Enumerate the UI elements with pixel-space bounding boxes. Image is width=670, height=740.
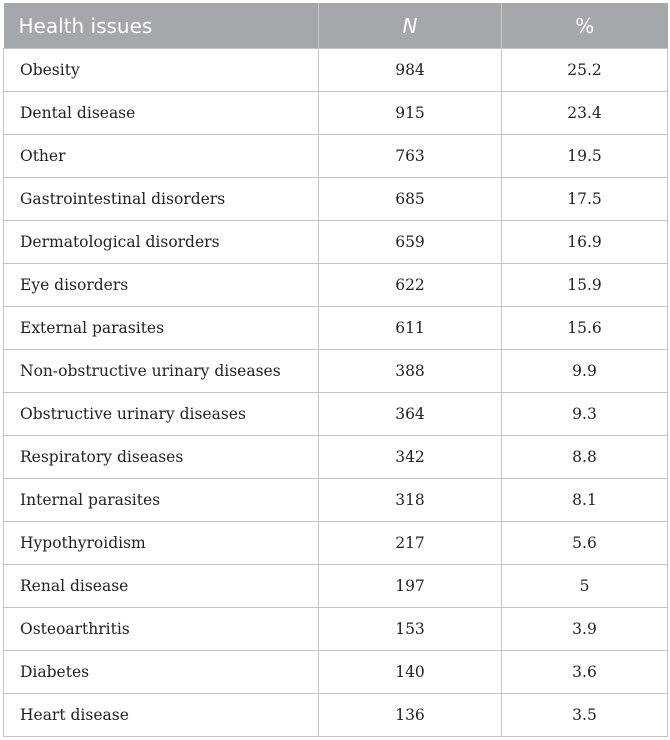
table-row <box>4 178 668 221</box>
cell-percent: 3.6 <box>502 651 668 694</box>
cell-n: 364 <box>319 393 502 436</box>
cell-percent: 8.8 <box>502 436 668 479</box>
table-row <box>4 221 668 264</box>
cell-n: 318 <box>319 479 502 522</box>
cell-n: 763 <box>319 135 502 178</box>
cell-health-issue: Diabetes <box>4 651 319 694</box>
cell-health-issue: Obesity <box>4 49 319 92</box>
cell-n: 388 <box>319 350 502 393</box>
cell-percent: 9.9 <box>502 350 668 393</box>
table-row <box>4 350 668 393</box>
table-row <box>4 479 668 522</box>
table-row <box>4 307 668 350</box>
cell-n: 685 <box>319 178 502 221</box>
cell-health-issue: Respiratory diseases <box>4 436 319 479</box>
table-row <box>4 651 668 694</box>
cell-n: 622 <box>319 264 502 307</box>
cell-health-issue: Gastrointestinal disorders <box>4 178 319 221</box>
header-row <box>4 3 668 49</box>
header-percent: % <box>502 3 668 49</box>
cell-percent: 9.3 <box>502 393 668 436</box>
cell-percent: 15.9 <box>502 264 668 307</box>
table-row <box>4 608 668 651</box>
cell-health-issue: Other <box>4 135 319 178</box>
table-row <box>4 565 668 608</box>
table-row <box>4 436 668 479</box>
cell-health-issue: Dermatological disorders <box>4 221 319 264</box>
cell-n: 659 <box>319 221 502 264</box>
cell-percent: 15.6 <box>502 307 668 350</box>
cell-percent: 16.9 <box>502 221 668 264</box>
cell-n: 915 <box>319 92 502 135</box>
header-health-issues: Health issues <box>4 3 319 49</box>
table-row <box>4 522 668 565</box>
cell-health-issue: Heart disease <box>4 694 319 737</box>
table-row <box>4 92 668 135</box>
table-row <box>4 694 668 737</box>
cell-n: 611 <box>319 307 502 350</box>
cell-percent: 5.6 <box>502 522 668 565</box>
cell-health-issue: Obstructive urinary diseases <box>4 393 319 436</box>
cell-percent: 8.1 <box>502 479 668 522</box>
cell-n: 136 <box>319 694 502 737</box>
header-n: N <box>319 3 502 49</box>
cell-health-issue: Non-obstructive urinary diseases <box>4 350 319 393</box>
cell-n: 153 <box>319 608 502 651</box>
cell-health-issue: External parasites <box>4 307 319 350</box>
cell-percent: 19.5 <box>502 135 668 178</box>
cell-health-issue: Eye disorders <box>4 264 319 307</box>
table-row <box>4 49 668 92</box>
cell-n: 217 <box>319 522 502 565</box>
health-issues-table-container <box>3 3 667 737</box>
table-row <box>4 393 668 436</box>
table-row <box>4 264 668 307</box>
table-header <box>4 3 668 49</box>
cell-percent: 23.4 <box>502 92 668 135</box>
health-issues-table <box>3 3 668 737</box>
cell-percent: 3.9 <box>502 608 668 651</box>
cell-health-issue: Osteoarthritis <box>4 608 319 651</box>
cell-health-issue: Hypothyroidism <box>4 522 319 565</box>
cell-health-issue: Dental disease <box>4 92 319 135</box>
cell-percent: 5 <box>502 565 668 608</box>
table-row <box>4 135 668 178</box>
cell-health-issue: Renal disease <box>4 565 319 608</box>
table-body <box>4 49 668 737</box>
cell-n: 197 <box>319 565 502 608</box>
cell-health-issue: Internal parasites <box>4 479 319 522</box>
cell-percent: 17.5 <box>502 178 668 221</box>
cell-n: 342 <box>319 436 502 479</box>
cell-n: 984 <box>319 49 502 92</box>
cell-percent: 3.5 <box>502 694 668 737</box>
cell-percent: 25.2 <box>502 49 668 92</box>
cell-n: 140 <box>319 651 502 694</box>
